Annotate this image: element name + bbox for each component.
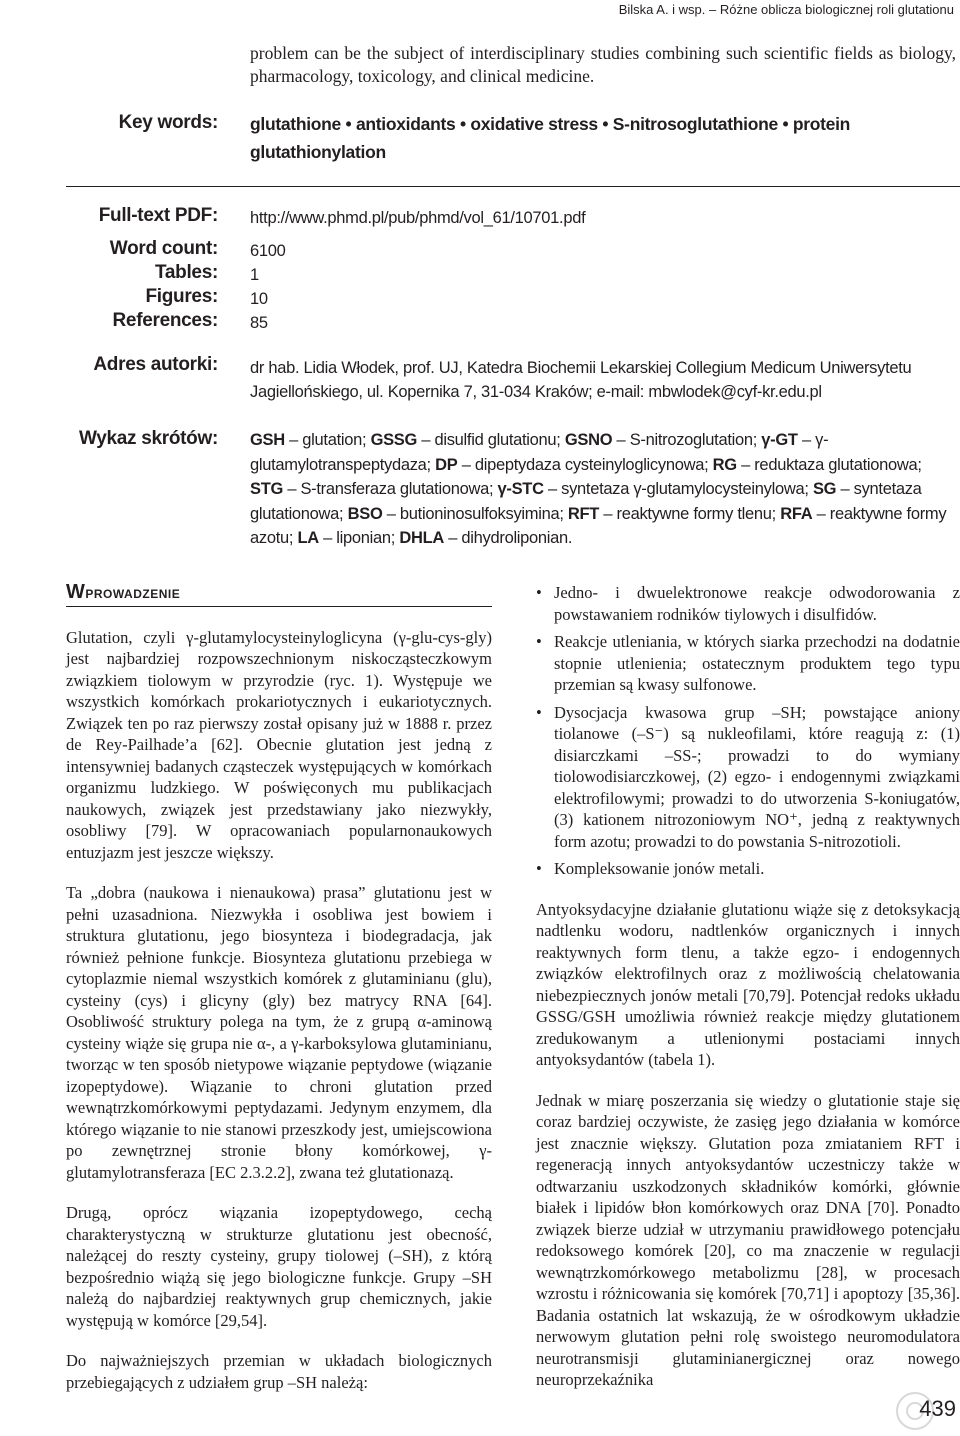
abbreviation-entry [250, 431, 371, 449]
paragraph: Jednak w miarę poszerzania się wiedzy o glutationie staje się coraz bardziej oczywiste, że zasięg jego działania w komórce jest znacznie większy. Glutation poza zmiataniem RFT i regeneracją innych antyoksydantów uczestniczy także w odtwarzaniu uszkodzonych składników komórki, głównie białek i lipidów błon komórkowych oraz DNA [70]. Ponadto związek bierze udział w utrzymaniu prawidłowego potencjału redoksowego komórek [20], co ma znaczenie w regulacji wewnątrzkomórkowego metabolizmu [28], w procesach wzrostu i różnicowania się komórek [70,71] i apoptozy [35,36]. Badania ostatnich lat wskazują, że w ośrodkowym układzie nerwowym glutation pełni rolę swoistego neuromodulatora neurotransmisji glutaminianergicznej oraz nowego neuroprzekaźnika [536, 1090, 960, 1389]
abbreviation-term: RFT [567, 504, 600, 523]
abbreviation-entry [348, 505, 568, 523]
abbreviation-entry [435, 456, 713, 474]
abbreviation-description: – syntetaza γ-glutamylocysteinylowa; [543, 480, 813, 498]
abbreviation-term: γ-GT [761, 431, 798, 449]
list-item: • Kompleksowanie jonów metali. [536, 858, 960, 880]
abbreviations-label: Wykaz skrótów: [78, 428, 218, 449]
abbreviation-description: – γ-glutamylotranspeptydaza; [250, 431, 829, 474]
abbreviation-description: – reaktywne formy azotu; [250, 504, 947, 547]
abbreviation-description: – disulfid glutationu; [417, 431, 565, 449]
abbreviation-term: SG [812, 480, 837, 498]
abbreviation-description: – S-transferaza glutationowa; [283, 480, 498, 498]
abbreviation-description: – glutation; [284, 431, 371, 449]
keywords-label: Key words: [118, 112, 218, 133]
abbreviation-entry [498, 480, 813, 498]
section-heading [66, 582, 492, 607]
abbreviation-entry [565, 431, 761, 449]
abstract-tail: problem can be the subject of interdisciplinary studies combining such scientific fields as biology, pharmacology, toxicology, and clinical medicine. [250, 43, 956, 86]
right-column [536, 582, 960, 1410]
abbreviation-entry [399, 529, 572, 547]
tables-label: Tables: [154, 262, 218, 283]
list-item: • Reakcje utleniania, w których siarka przechodzi na dodatnie stopnie utlenienia; ostatecznym produktem tego typu przemian są kwasy sulfonowe. [536, 631, 960, 696]
abbreviation-term: GSH [250, 431, 285, 449]
abbreviation-term: RFA [780, 504, 813, 523]
address-label: Adres autorki: [93, 354, 218, 375]
abbreviation-description: – reduktaza glutationowa; [736, 455, 922, 474]
abbreviation-term: BSO [347, 504, 383, 523]
section-heading-rest: prowadzenie [85, 583, 181, 602]
list-item: • Jedno- i dwuelektronowe reakcje odwodorowania z powstawaniem rodników tiylowych i disulfidów. [536, 582, 960, 625]
paragraph: Ta „dobra (naukowa i nienaukowa) prasa” glutationu jest w pełni uzasadniona. Niezwykła i osobliwa jest bowiem i struktura glutationu, jego biosynteza i biodegradacja, jak również pełnione funkcje. Biosynteza glutationu przebiega w cytoplazmie niemal wszystkich komórek z glutaminianu (glu), cysteiny (cys) i glicyny (gly) bez matrycy RNA [64]. Osobliwość struktury polega na tym, że z grupą α-aminową cysteiny wiąże się grupa nie α-, a γ-karboksylowa glutaminianu, tworząc w ten sposób nietypowe wiązanie peptydowe (wiązanie izopeptydowe). Wiązanie to chroni glutation przed wewnątrzkomórkowymi peptydazami. Jedynym enzymem, dla którego wiązanie to nie stanowi przeszkody jest, umiejscowiona po zewnętrznej stronie błony komórkowej, γ-glutamylotransferaza [EC 2.3.2.2], zwana też glutationazą. [66, 883, 492, 1182]
abbreviation-term: STG [250, 480, 284, 498]
abbreviation-entry [297, 529, 399, 547]
word-count-value: 6100 [250, 242, 286, 260]
address-value: dr hab. Lidia Włodek, prof. UJ, Katedra Biochemii Lekarskiej Collegium Medicum Uniwersytetu Jagiellońskiego, ul. Kopernika 7, 31-034 Kraków; e-mail: mbwlodek@cyf-kr.edu.pl [250, 359, 912, 401]
abbreviation-entry [713, 456, 922, 474]
abbreviation-description: – S-nitrozoglutation; [612, 431, 762, 449]
abbreviation-entry [371, 431, 565, 449]
page-number: 439 [919, 1396, 956, 1421]
figures-value: 10 [250, 290, 268, 308]
abbreviation-description: – dihydroliponian. [443, 529, 573, 547]
word-count-label: Word count: [109, 238, 218, 259]
abbreviation-term: γ-STC [497, 480, 544, 498]
abbreviation-description: – syntetaza glutationowa; [250, 480, 922, 523]
abbreviation-description: – dipeptydaza cysteinyloglicynowa; [457, 455, 713, 474]
running-header: Bilska A. i wsp. – Różne oblicza biologicznej roli glutationu [618, 2, 954, 17]
keywords-value: glutathione • antioxidants • oxidative stress • S-nitrosoglutathione • protein glutathionylation [250, 114, 851, 162]
references-label: References: [112, 310, 218, 331]
left-column [66, 582, 492, 1412]
abbreviation-term: DP [435, 455, 458, 474]
meta-separator [66, 186, 960, 187]
abbreviation-entry [568, 505, 780, 523]
list-item: • Dysocjacja kwasowa grup –SH; powstające aniony tiolanowe (–S⁻) są nukleofilami, które reagują z: (1) disiarczkami –SS-; prowadzi to do wymiany tiolowodisiarczkowej, (2) egzo- i endogennymi związkami elektrofilowymi; prowadzi to do utworzenia S-koniugatów, (3) kationem nitrozoniowym NO⁺, jedną z reaktywnych form azotu; prowadzi to do powstania S-nitrozotioli. [536, 702, 960, 853]
tables-value: 1 [250, 266, 259, 284]
section-heading-initial: W [66, 581, 86, 603]
abbreviation-term: RG [712, 455, 737, 474]
paragraph: Antyoksydacyjne działanie glutationu wiąże się z detoksykacją nadtlenku wodoru, nadtlenków organicznych i innych reaktywnych form tlenu, a także egzo- i endogennych związków elektrofilnych oraz z możliwością chelatowania niebezpiecznych jonów metali [70,79]. Potencjał redoks układu GSSG/GSH umożliwia również reakcje między glutationem zredukowanym a utlenionymi postaciami innych antyoksydantów (tabela 1). [536, 899, 960, 1069]
fulltext-label: Full-text PDF: [98, 205, 218, 226]
abbreviation-term: GSNO [564, 431, 613, 449]
abbreviation-entry [250, 480, 498, 498]
fulltext-link[interactable]: http://www.phmd.pl/pub/phmd/vol_61/10701.pdf [250, 209, 586, 227]
abbreviation-term: LA [297, 529, 319, 547]
abbreviation-description: – reaktywne formy tlenu; [599, 504, 781, 523]
references-value: 85 [250, 314, 268, 332]
abbreviation-description: – butioninosulfoksyimina; [382, 504, 568, 523]
abbreviation-term: DHLA [399, 529, 444, 547]
abbreviation-term: GSSG [370, 431, 418, 449]
paragraph: Drugą, oprócz wiązania izopeptydowego, cechą charakterystyczną w strukturze glutationu jest obecność, należącej do reszty cysteiny, grupy tiolowej (–SH), z którą bezpośrednio wiążą się jego biologiczne funkcje. Grupy –SH należą do najbardziej reaktywnych grup chemicznych, jakie występują w komórce [29,54]. [66, 1203, 492, 1330]
paragraph: Glutation, czyli γ-glutamylocysteinyloglicyna (γ-glu-cys-gly) jest najbardziej rozpowszechnionym niskocząsteczkowym związkiem tiolowym w przyrodzie (ryc. 1). Występuje we wszystkich komórkach prokariotycznych i eukariotycznych. Związek ten po raz pierwszy został opisany już w 1888 r. przez de Rey-Pailhade’a [62]. Obecnie glutation jest jedną z intensywniej badanych cząsteczek występujących w komórkach organizmu ludzkiego. W poświęconych mu publikacjach naukowych, związek jest przedstawiany jako niezwykły, osobliwy [79]. W opracowaniach popularnonaukowych entuzjazm jest jeszcze większy. [66, 627, 492, 862]
figures-label: Figures: [145, 286, 218, 307]
abbreviations-list [250, 428, 956, 551]
abbreviation-description: – liponian; [318, 529, 400, 547]
bullet-list [536, 582, 960, 880]
paragraph: Do najważniejszych przemian w układach biologicznych przebiegających z udziałem grup –SH należą: [66, 1351, 492, 1392]
